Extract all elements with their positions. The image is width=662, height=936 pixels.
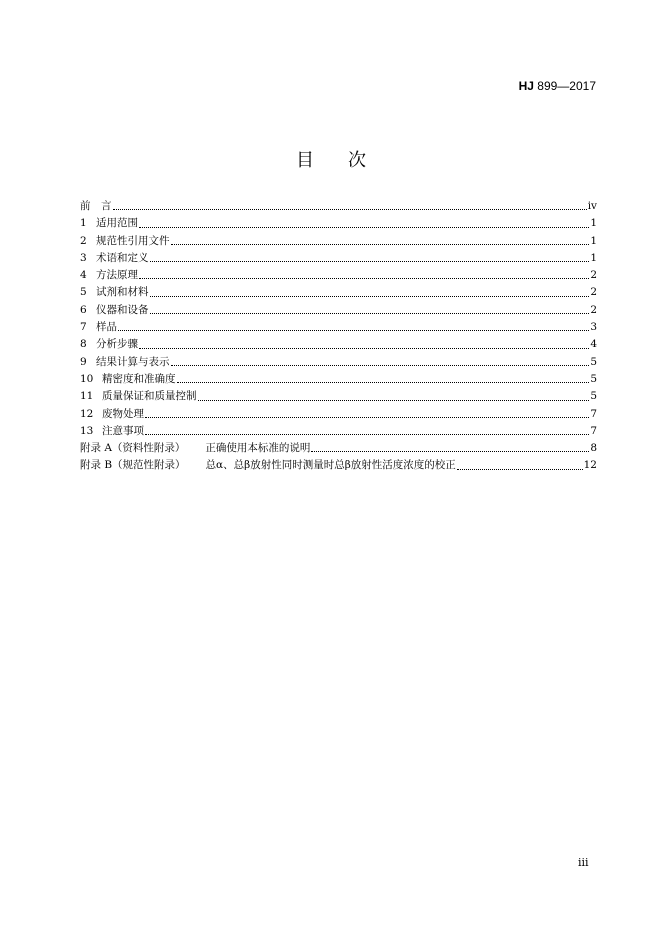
dot-leader [150, 313, 590, 314]
toc-entry-number: 5 [80, 286, 87, 299]
toc-entry-number: 3 [80, 251, 87, 264]
standard-number: 899—2017 [537, 79, 596, 93]
toc-entry-page: 1 [590, 251, 597, 264]
toc-entry-number: 4 [80, 269, 87, 282]
toc-entry[interactable] [80, 406, 597, 423]
toc-entry-label: 结果计算与表示 [96, 355, 170, 368]
toc-entry[interactable] [80, 371, 597, 388]
toc-entry-label: 试剂和材料 [96, 286, 149, 299]
toc-entry-label: 总α、总β放射性同时测量时总β放射性活度浓度的校正 [205, 459, 456, 472]
table-of-contents [80, 198, 597, 475]
toc-entry-label: 规范性引用文件 [96, 234, 170, 247]
toc-entry-number: 6 [80, 303, 87, 316]
toc-entry-label: 适用范围 [96, 217, 138, 230]
toc-entry[interactable] [80, 302, 597, 319]
toc-entry-label: 方法原理 [96, 269, 138, 282]
toc-entry-label: 精密度和准确度 [102, 372, 176, 385]
dot-leader [311, 451, 589, 452]
toc-entry-page: 8 [590, 442, 597, 455]
toc-entry[interactable] [80, 250, 597, 267]
dot-leader [139, 278, 589, 279]
toc-entry-number: 1 [80, 217, 87, 230]
toc-entry-label: 仪器和设备 [96, 303, 149, 316]
toc-entry-label: 废物处理 [102, 407, 144, 420]
dot-leader [139, 227, 589, 228]
toc-entry-page: 5 [590, 390, 597, 403]
toc-entry-number: 11 [80, 390, 94, 403]
toc-entry[interactable] [80, 284, 597, 301]
toc-entry[interactable] [80, 388, 597, 405]
toc-entry-page: 5 [590, 355, 597, 368]
toc-entry-number: 9 [80, 355, 87, 368]
page-title [0, 146, 662, 172]
toc-entry-preface[interactable] [80, 198, 597, 215]
toc-entry-number: 10 [80, 372, 94, 385]
dot-leader [198, 400, 590, 401]
toc-entry-page: 7 [590, 407, 597, 420]
toc-entry-page: iv [587, 200, 597, 212]
toc-entry[interactable] [80, 319, 597, 336]
toc-entry-page: 2 [590, 303, 597, 316]
dot-leader [145, 434, 589, 435]
toc-entry-label: 正确使用本标准的说明 [205, 442, 311, 455]
toc-entry-number: 12 [80, 407, 94, 420]
dot-leader [113, 209, 587, 210]
toc-entry[interactable] [80, 336, 597, 353]
toc-entry-page: 2 [590, 269, 597, 282]
toc-entry[interactable] [80, 233, 597, 250]
toc-entry[interactable] [80, 423, 597, 440]
dot-leader [171, 365, 590, 366]
toc-entry-page: 12 [583, 459, 597, 472]
toc-entry-label: 前 言 [80, 200, 112, 212]
appendix-tag: 附录 B（规范性附录） [80, 459, 186, 472]
toc-entry-appendix-a[interactable] [80, 440, 597, 457]
title-part-1: 目 [296, 150, 314, 171]
standard-prefix: HJ [518, 79, 534, 93]
toc-entry-page: 1 [590, 234, 597, 247]
toc-entry[interactable] [80, 354, 597, 371]
toc-entry-number: 8 [80, 338, 87, 351]
title-part-2: 次 [348, 150, 366, 171]
dot-leader [457, 469, 583, 470]
toc-entry-page: 2 [590, 286, 597, 299]
appendix-tag: 附录 A（资料性附录） [80, 442, 186, 455]
toc-entry-label: 分析步骤 [96, 338, 138, 351]
dot-leader [139, 348, 589, 349]
toc-entry-page: 7 [590, 424, 597, 437]
toc-entry-page: 3 [590, 321, 597, 334]
dot-leader [118, 330, 589, 331]
toc-entry-number: 2 [80, 234, 87, 247]
toc-entry-page: 1 [590, 217, 597, 230]
standard-code [519, 79, 596, 93]
toc-entry[interactable] [80, 267, 597, 284]
toc-entry-label: 样品 [96, 321, 117, 334]
toc-entry-page: 4 [590, 338, 597, 351]
toc-entry-page: 5 [590, 372, 597, 385]
toc-entry-appendix-b[interactable] [80, 457, 597, 474]
page-number: iii [578, 856, 589, 869]
toc-entry-number: 7 [80, 321, 87, 334]
dot-leader [150, 261, 590, 262]
toc-entry-label: 质量保证和质量控制 [102, 390, 197, 403]
toc-entry-label: 术语和定义 [96, 251, 149, 264]
toc-entry[interactable] [80, 215, 597, 232]
toc-entry-number: 13 [80, 424, 94, 437]
dot-leader [177, 382, 590, 383]
dot-leader [150, 296, 590, 297]
dot-leader [171, 244, 590, 245]
dot-leader [145, 417, 589, 418]
toc-entry-label: 注意事项 [102, 424, 144, 437]
